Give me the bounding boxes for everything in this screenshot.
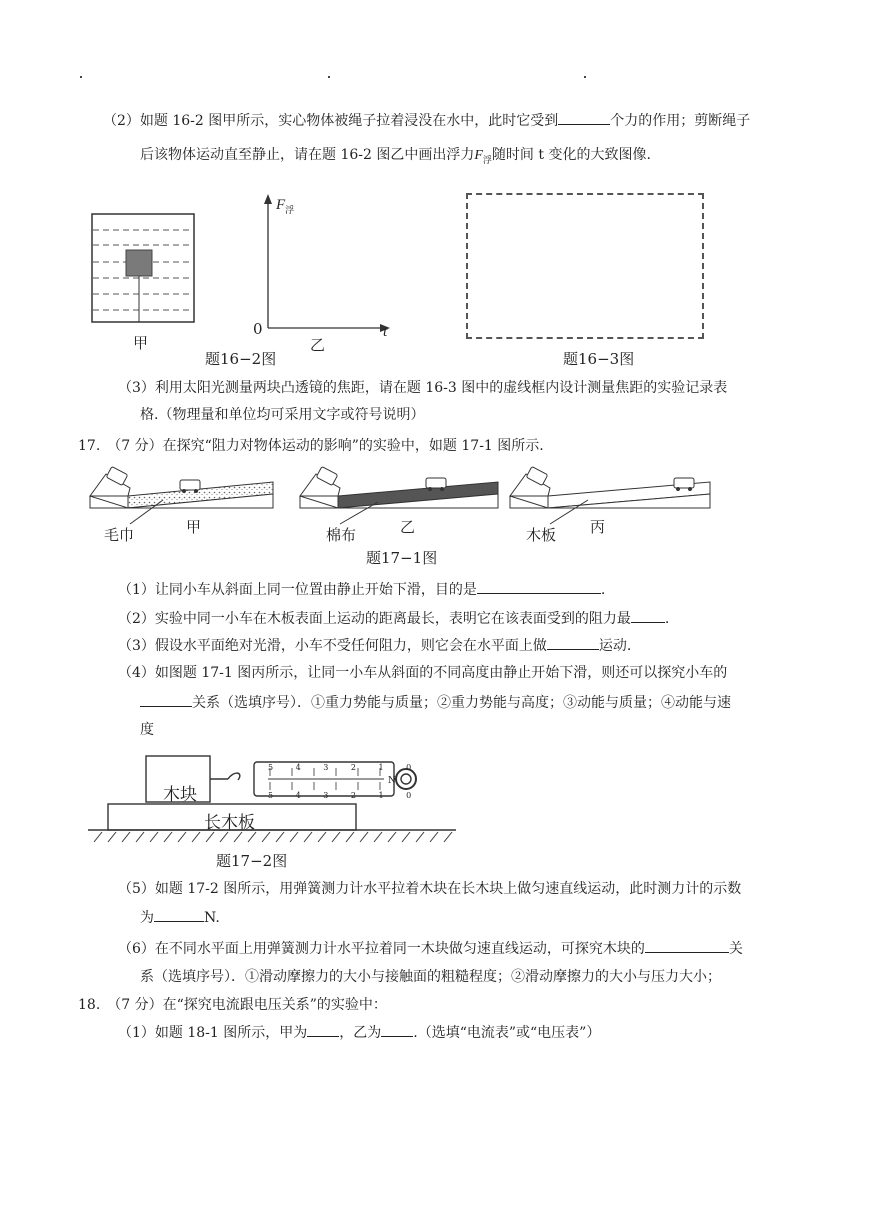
answer-blank[interactable] xyxy=(477,579,601,594)
q17-6-line2: 系（选填序号）．①滑动摩擦力的大小与接触面的粗糙程度；②滑动摩擦力的大小与压力大小； xyxy=(140,969,721,985)
origin-label: 0 xyxy=(253,320,263,338)
q17-header: 17. （7 分）在探究“阻力对物体运动的影响”的实验中，如题 17-1 图所示. xyxy=(78,438,544,454)
label-bing: 丙 xyxy=(590,518,606,536)
axis-f-label: $F_浮$ xyxy=(276,197,295,215)
q17-4-line1: （4）如图题 17-1 图丙所示，让同一小车从斜面的不同高度由静止开始下滑，则还可以探究小车的 xyxy=(118,665,728,681)
q18-header: 18. （7 分）在“探究电流跟电压关系”的实验中： xyxy=(78,997,387,1013)
answer-blank[interactable] xyxy=(381,1022,413,1037)
q18-1: （1）如题 18-1 图所示，甲为 ，乙为 .（选填“电流表”或“电压表”） xyxy=(118,1022,600,1043)
label-yi: 乙 xyxy=(400,518,416,536)
q16-2-line2: 后该物体运动直至静止，请在题 16-2 图乙中画出浮力$F_浮$随时间 t 变化的大致图像. xyxy=(140,147,651,166)
f-t-axes xyxy=(250,190,400,340)
beaker-diagram xyxy=(88,210,198,330)
fig17-1-caption: 题17−1图 xyxy=(366,549,438,567)
header-dot xyxy=(328,76,330,78)
header-dot xyxy=(584,76,586,78)
answer-blank[interactable] xyxy=(307,1022,339,1037)
fig17-2-caption: 题17−2图 xyxy=(216,852,288,870)
label-towel: 毛巾 xyxy=(104,526,135,544)
q16-3-line1: （3）利用太阳光测量两块凸透镜的焦距，请在题 16-3 图中的虚线框内设计测量焦距的实验记录表 xyxy=(118,380,728,396)
answer-blank[interactable] xyxy=(631,608,665,623)
fig-label-yi: 乙 xyxy=(310,336,326,354)
q17-1: （1）让同小车从斜面上同一位置由静止开始下滑，目的是 . xyxy=(118,579,605,600)
answer-blank[interactable] xyxy=(645,938,729,953)
scale-top-numbers: 5 4 3 2 1 0 xyxy=(268,763,422,772)
answer-blank[interactable] xyxy=(140,692,192,707)
label-board: 木板 xyxy=(526,526,557,544)
scale-bottom-numbers: 5 4 3 2 1 0 xyxy=(268,791,422,800)
q17-3: （3）假设水平面绝对光滑，小车不受任何阻力，则它会在水平面上做 运动. xyxy=(118,635,631,656)
q16-3-line2: 格.（物理量和单位均可采用文字或符号说明） xyxy=(140,407,425,423)
fig16-2-caption: 题16−2图 xyxy=(205,350,277,368)
q17-4-line2: 关系（选填序号）．①重力势能与质量；②重力势能与高度；③动能与质量；④动能与速 xyxy=(140,692,731,713)
label-block: 木块 xyxy=(163,785,197,805)
answer-blank[interactable] xyxy=(558,110,610,125)
header-dot xyxy=(80,76,82,78)
q17-5-line2: 为 N. xyxy=(140,907,220,928)
label-jia: 甲 xyxy=(186,518,202,536)
q17-6-line1: （6）在不同水平面上用弹簧测力计水平拉着同一木块做匀速直线运动，可探究木块的 关 xyxy=(118,938,743,959)
fig-label-jia: 甲 xyxy=(133,334,149,352)
q16-2-line1: （2）如题 16-2 图甲所示，实心物体被绳子拉着浸没在水中，此时它受到 个力的作用；剪断绳子 xyxy=(103,110,750,131)
answer-blank[interactable] xyxy=(154,907,204,922)
q17-4-line3: 度 xyxy=(140,722,154,738)
axis-t-label: t xyxy=(383,324,388,340)
label-cotton: 棉布 xyxy=(326,526,357,544)
answer-dashed-box[interactable] xyxy=(466,193,704,339)
answer-blank[interactable] xyxy=(547,635,599,650)
label-long-board: 长木板 xyxy=(204,813,255,833)
q17-5-line1: （5）如题 17-2 图所示，用弹簧测力计水平拉着木块在长木块上做匀速直线运动，此时测力计的示数 xyxy=(118,881,742,897)
fig16-3-caption: 题16−3图 xyxy=(563,350,635,368)
scale-unit: N xyxy=(388,776,396,786)
q17-2: （2）实验中同一小车在木板表面上运动的距离最长，表明它在该表面受到的阻力最 . xyxy=(118,608,669,629)
